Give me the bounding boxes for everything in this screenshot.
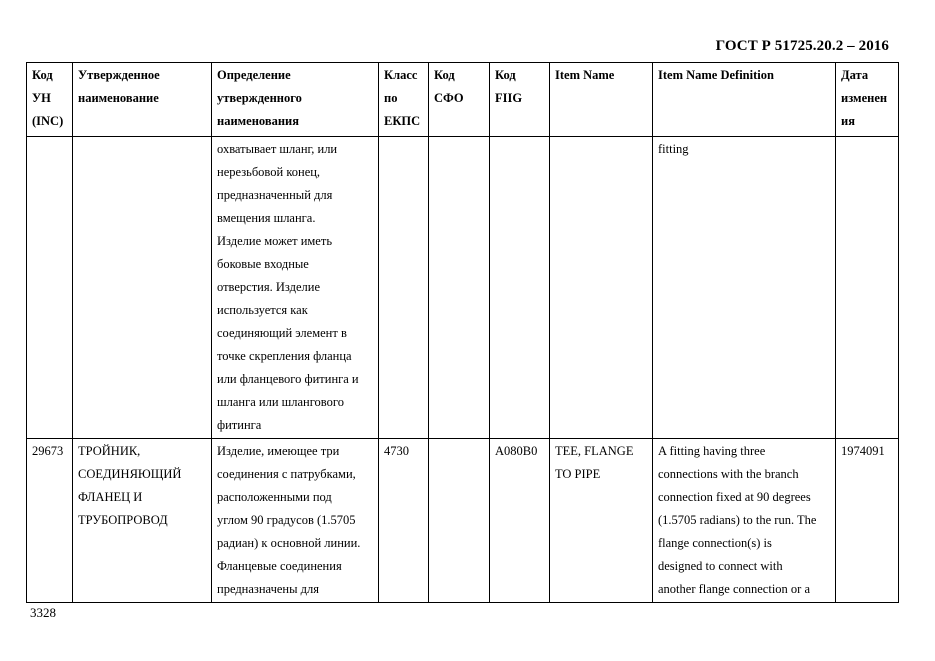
header-line: СФО: [434, 91, 464, 105]
cell-line: боковые входные: [217, 257, 309, 271]
cell-line: охватывает шланг, или: [217, 142, 338, 156]
col-inc-code-header: [27, 63, 73, 137]
header-line: Item Name: [555, 68, 615, 82]
header-line: Класс: [384, 68, 418, 82]
cell-line: предназначены для: [217, 582, 319, 596]
cell-line: углом 90 градусов (1.5705: [217, 513, 356, 527]
col-item-name-definition-cell: [653, 137, 836, 439]
cell-line: шланга или шлангового: [217, 395, 344, 409]
header-line: по: [384, 91, 398, 105]
table-row: [27, 137, 899, 439]
cell-line: отверстия. Изделие: [217, 280, 320, 294]
header-line: Код: [434, 68, 455, 82]
cell-line: вмещения шланга.: [217, 211, 316, 225]
cell-line: 1974091: [841, 444, 885, 458]
cell-line: фитинга: [217, 418, 262, 432]
col-ekps-class-cell: [379, 439, 429, 603]
col-approved-name-cell: [73, 137, 212, 439]
cell-line: another flange connection or a: [658, 582, 811, 596]
cell-line: или фланцевого фитинга и: [217, 372, 359, 386]
cell-line: предназначенный для: [217, 188, 333, 202]
cell-line: точке скрепления фланца: [217, 349, 352, 363]
cell-line: Фланцевые соединения: [217, 559, 342, 573]
col-change-date-header: [836, 63, 899, 137]
cell-line: connection fixed at 90 degrees: [658, 490, 811, 504]
page-number: 3328: [30, 605, 56, 620]
cell-line: соединения с патрубками,: [217, 467, 356, 481]
col-change-date-cell: [836, 137, 899, 439]
col-fiig-code-header: [490, 63, 550, 137]
col-approved-name-header: [73, 63, 212, 137]
cell-line: ТРОЙНИК,: [78, 444, 141, 458]
col-sfo-code-cell: [429, 137, 490, 439]
cell-line: connections with the branch: [658, 467, 799, 481]
cell-line: СОЕДИНЯЮЩИЙ: [78, 467, 182, 481]
header-line: Определение: [217, 68, 291, 82]
header-line: наименования: [217, 114, 300, 128]
col-ekps-class-header: [379, 63, 429, 137]
header-line: FIIG: [495, 91, 523, 105]
cell-line: designed to connect with: [658, 559, 783, 573]
col-fiig-code-cell: [490, 439, 550, 603]
col-item-name-header: [550, 63, 653, 137]
header-line: ия: [841, 114, 855, 128]
cell-line: ТРУБОПРОВОД: [78, 513, 168, 527]
header-line: наименование: [78, 91, 159, 105]
col-inc-code-cell: [27, 137, 73, 439]
col-fiig-code-cell: [490, 137, 550, 439]
header-line: УН: [32, 91, 51, 105]
header-line: (INC): [32, 114, 64, 128]
header-line: утвержденного: [217, 91, 302, 105]
cell-line: ФЛАНЕЦ И: [78, 490, 143, 504]
nomenclature-table: [26, 62, 899, 603]
cell-line: TO PIPE: [555, 467, 601, 481]
cell-line: 29673: [32, 444, 64, 458]
cell-line: нерезьбовой конец,: [217, 165, 321, 179]
col-item-name-cell: [550, 439, 653, 603]
col-inc-code-cell: [27, 439, 73, 603]
col-item-name-definition-cell: [653, 439, 836, 603]
cell-line: (1.5705 radians) to the run. The: [658, 513, 817, 527]
cell-line: соединяющий элемент в: [217, 326, 347, 340]
col-approved-name-cell: [73, 439, 212, 603]
header-line: Код: [32, 68, 53, 82]
cell-line: A080B0: [495, 444, 538, 458]
col-sfo-code-cell: [429, 439, 490, 603]
header-line: Утвержденное: [78, 68, 160, 82]
col-name-definition-cell: [212, 137, 379, 439]
header-line: Код: [495, 68, 516, 82]
col-name-definition-header: [212, 63, 379, 137]
header-line: Item Name Definition: [658, 68, 774, 82]
table-body: [27, 137, 899, 603]
table-header-row: [27, 63, 899, 137]
col-change-date-cell: [836, 439, 899, 603]
header-line: Дата: [841, 68, 869, 82]
col-sfo-code-header: [429, 63, 490, 137]
cell-line: используется как: [217, 303, 308, 317]
cell-line: расположенными под: [217, 490, 332, 504]
table-row: [27, 439, 899, 603]
standard-header: ГОСТ Р 51725.20.2 – 2016: [715, 38, 889, 54]
col-item-name-definition-header: [653, 63, 836, 137]
cell-line: flange connection(s) is: [658, 536, 772, 550]
col-ekps-class-cell: [379, 137, 429, 439]
cell-line: Изделие, имеющее три: [217, 444, 340, 458]
cell-line: fitting: [658, 142, 689, 156]
cell-line: 4730: [384, 444, 409, 458]
header-line: изменен: [841, 91, 888, 105]
cell-line: TEE, FLANGE: [555, 444, 634, 458]
cell-line: радиан) к основной линии.: [217, 536, 361, 550]
cell-line: Изделие может иметь: [217, 234, 333, 248]
col-name-definition-cell: [212, 439, 379, 603]
cell-line: A fitting having three: [658, 444, 766, 458]
col-item-name-cell: [550, 137, 653, 439]
header-line: ЕКПС: [384, 114, 421, 128]
